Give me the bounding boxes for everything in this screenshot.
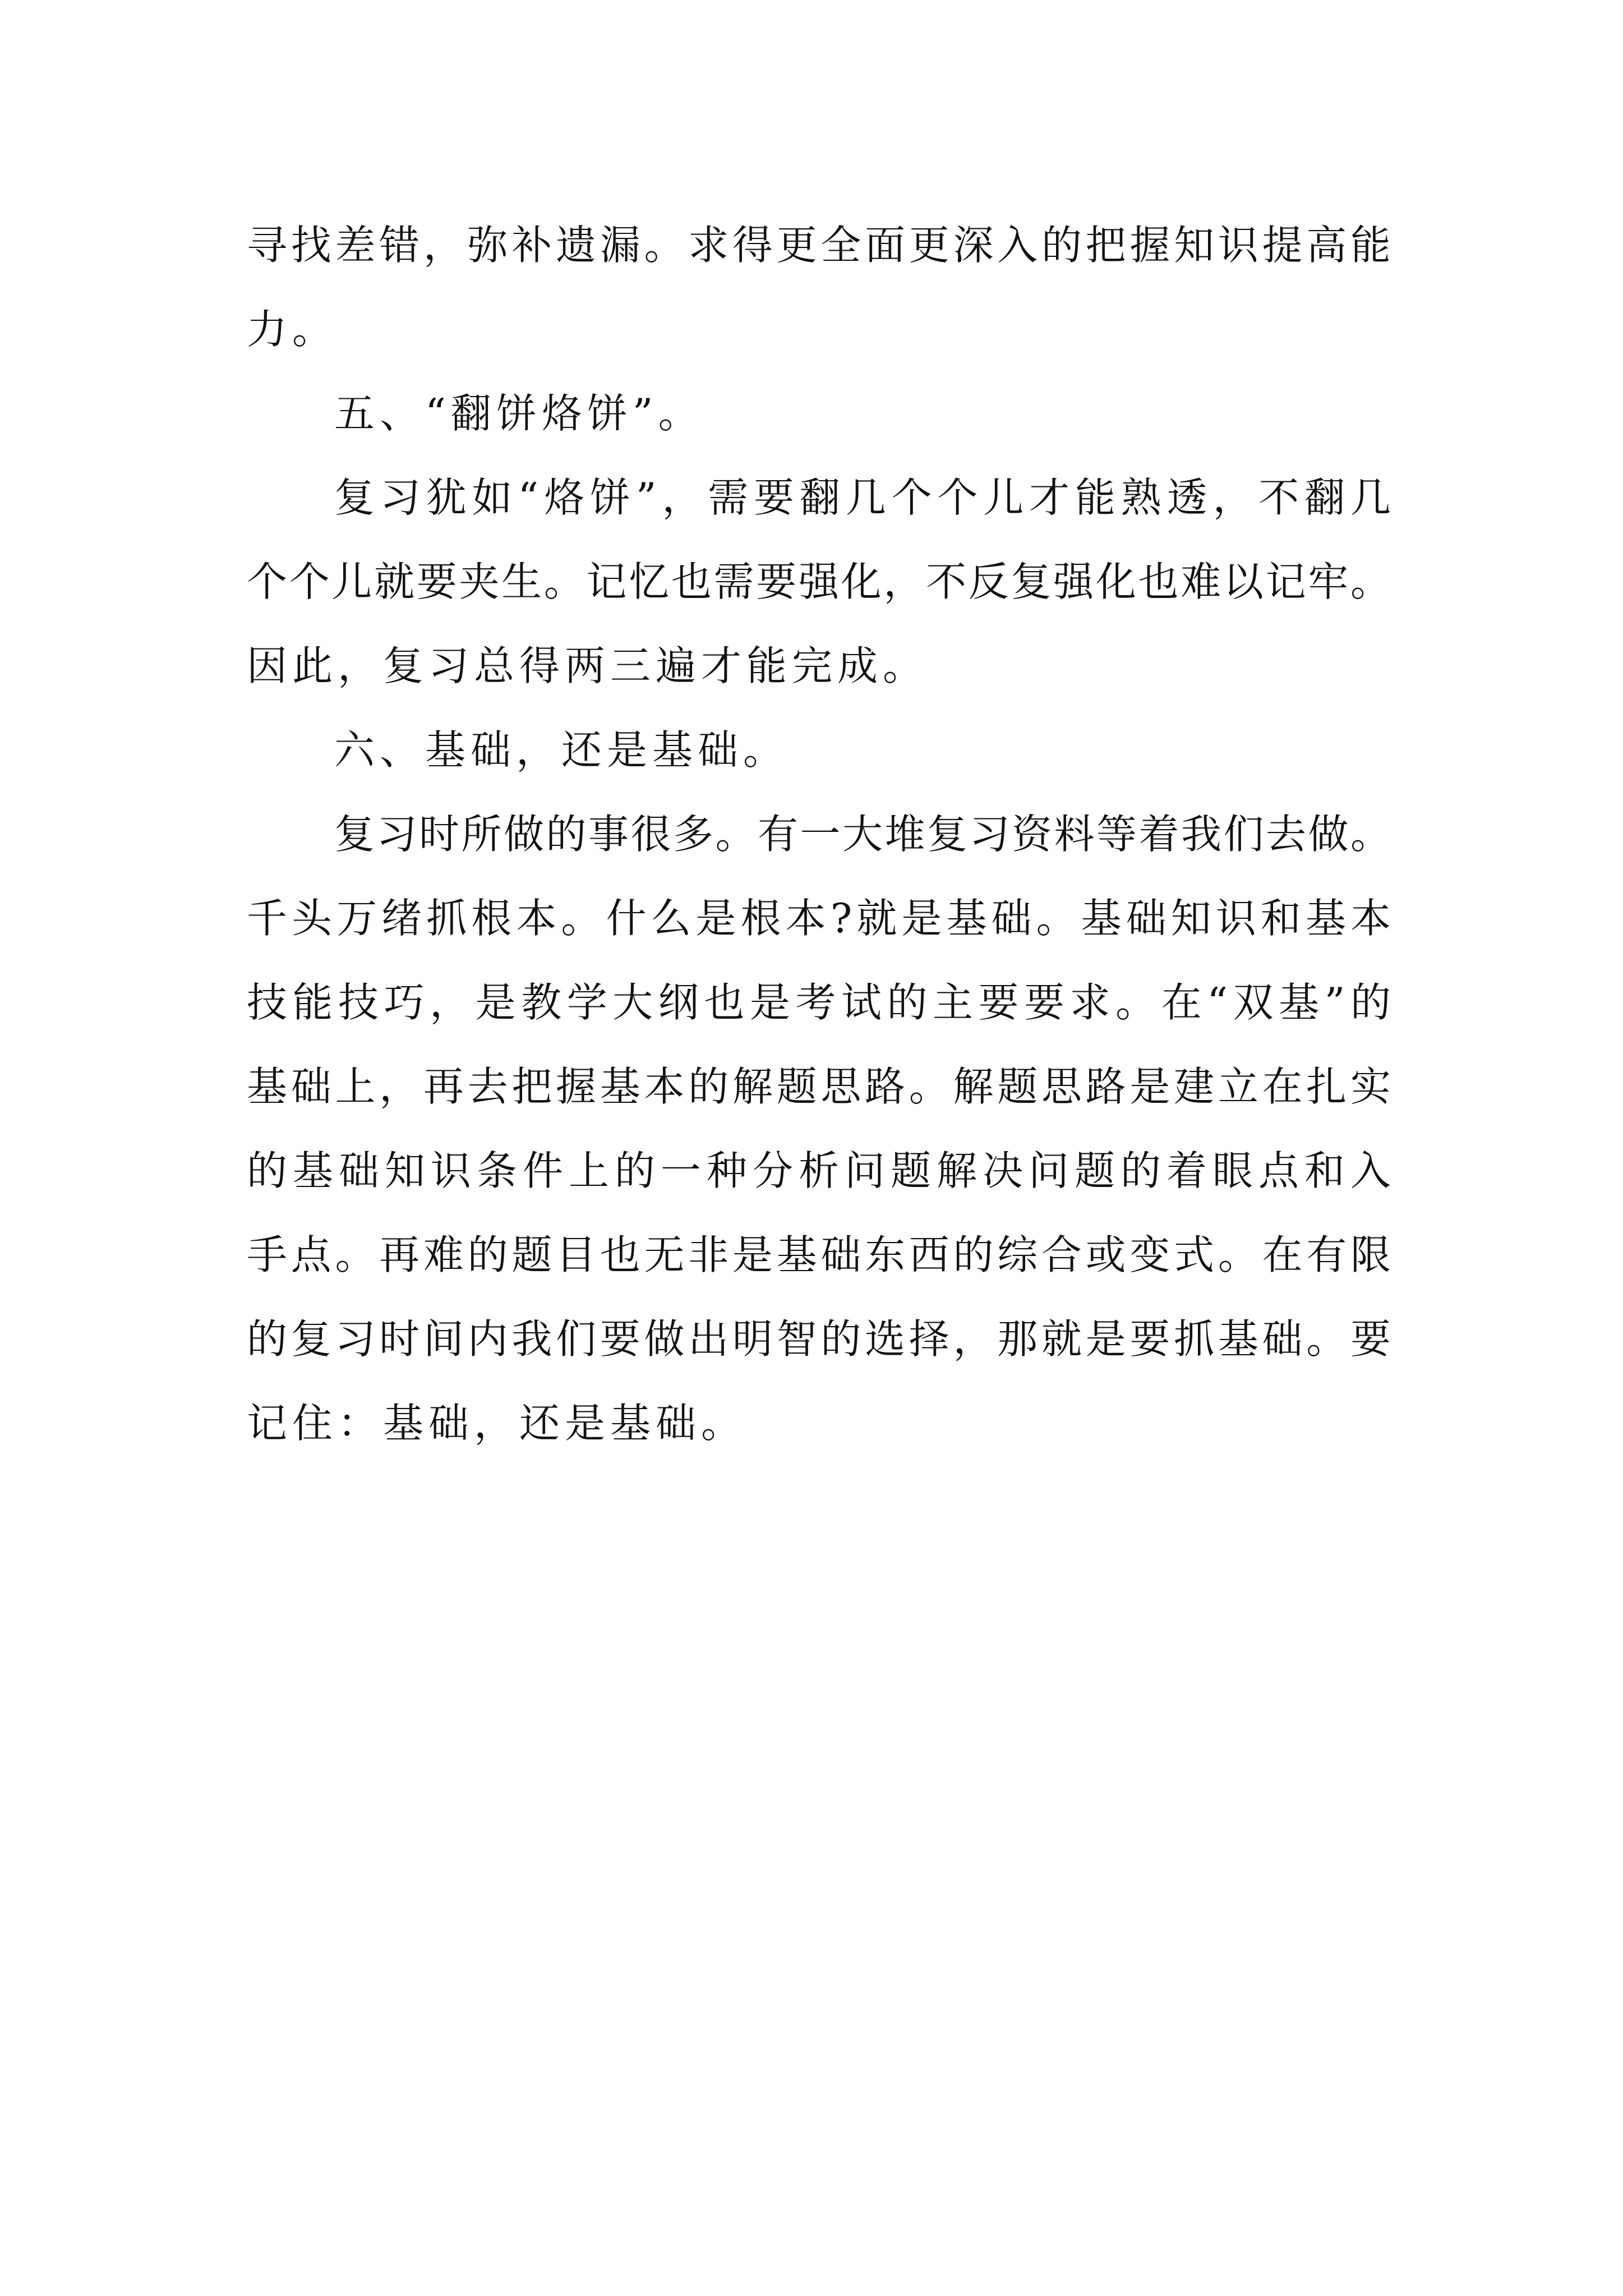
text-line: 复习时所做的事很多。有一大堆复习资料等着我们去做。 bbox=[334, 811, 1391, 858]
text-line: 手点。再难的题目也无非是基础东西的综合或变式。在有限 bbox=[247, 1231, 1391, 1278]
text-line: 力。 bbox=[247, 306, 338, 353]
section-heading: 五、“翻饼烙饼”。 bbox=[334, 390, 704, 437]
text-line: 记住：基础，还是基础。 bbox=[247, 1400, 747, 1447]
text-line: 个个儿就要夹生。记忆也需要强化，不反复强化也难以记牢。 bbox=[247, 558, 1391, 605]
text-line: 技能技巧，是教学大纲也是考试的主要要求。在“双基”的 bbox=[247, 979, 1391, 1026]
text-line: 因此，复习总得两三遍才能完成。 bbox=[247, 642, 929, 689]
text-line: 的复习时间内我们要做出明智的选择，那就是要抓基础。要 bbox=[247, 1315, 1391, 1363]
text-line: 复习犹如“烙饼”，需要翻几个个儿才能熟透，不翻几 bbox=[334, 474, 1391, 521]
text-line: 寻找差错，弥补遗漏。求得更全面更深入的把握知识提高能 bbox=[247, 222, 1391, 269]
section-heading: 六、基础，还是基础。 bbox=[334, 726, 789, 774]
text-line: 基础上，再去把握基本的解题思路。解题思路是建立在扎实 bbox=[247, 1063, 1391, 1110]
text-line: 的基础知识条件上的一种分析问题解决问题的着眼点和入 bbox=[247, 1147, 1391, 1194]
text-line: 千头万绪抓根本。什么是根本?就是基础。基础知识和基本 bbox=[247, 895, 1391, 942]
